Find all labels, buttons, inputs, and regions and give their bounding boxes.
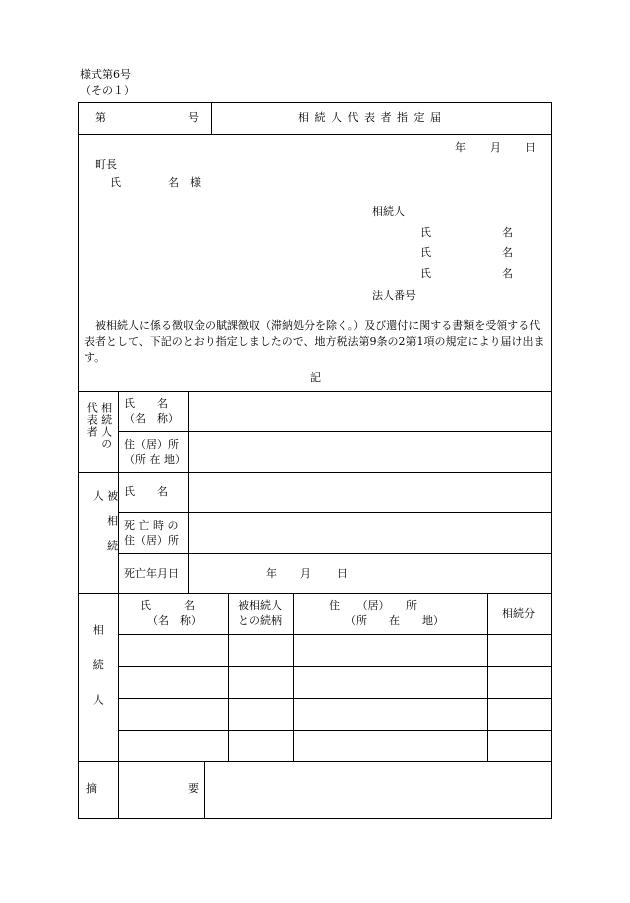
addressee-shi: 氏 bbox=[110, 176, 121, 189]
decedent-addr-label-1: 死 亡 時 の bbox=[124, 519, 179, 532]
col-name-header-2: （名 称） bbox=[147, 614, 202, 627]
remarks-label-left: 摘 bbox=[86, 782, 97, 795]
applicant-1-shi: 氏 bbox=[420, 226, 431, 239]
title-row-bottom-line bbox=[78, 134, 552, 135]
death-date-month: 月 bbox=[300, 567, 311, 580]
heirs-table-top-line bbox=[78, 593, 552, 594]
col-share-header: 相続分 bbox=[502, 607, 535, 620]
remarks-top-line bbox=[78, 761, 552, 762]
applicant-label: 相続人 bbox=[372, 205, 405, 218]
death-date-day: 日 bbox=[337, 567, 348, 580]
heirs-row-line-3 bbox=[118, 730, 552, 731]
remarks-label-right: 要 bbox=[188, 782, 199, 795]
applicant-2-shi: 氏 bbox=[420, 246, 431, 259]
corporate-number-label: 法人番号 bbox=[372, 289, 416, 302]
number-prefix: 第 bbox=[95, 111, 106, 124]
remarks-divider bbox=[204, 761, 205, 818]
col-name-header-1: 氏 名 bbox=[140, 599, 195, 612]
label-column-line bbox=[188, 391, 189, 593]
applicant-1-mei: 名 bbox=[502, 226, 513, 239]
form-sub-number: （その１） bbox=[80, 84, 135, 97]
decedent-name-label: 氏 名 bbox=[124, 485, 168, 498]
decedent-row-line-1 bbox=[118, 512, 552, 513]
col-relation-header-1: 被相続人 bbox=[238, 599, 282, 612]
number-suffix: 号 bbox=[188, 111, 199, 124]
decedent-row-line-2 bbox=[118, 553, 552, 554]
rep-name-label-1: 氏 名 bbox=[124, 397, 168, 410]
rep-addr-label-2: （所 在 地） bbox=[124, 453, 186, 466]
representative-top-line bbox=[78, 391, 552, 392]
heirs-header-bottom-line bbox=[118, 634, 552, 635]
decedent-addr-label-2: 住（居）所 bbox=[124, 534, 179, 547]
representative-side-label: 相続人の代表者 bbox=[85, 402, 113, 450]
date-year: 年 bbox=[455, 141, 466, 154]
heirs-row-line-2 bbox=[118, 698, 552, 699]
decedent-side-label: 被相続人 bbox=[91, 490, 119, 565]
addressee-mei: 名 bbox=[168, 176, 179, 189]
col-relation-header-2: との続柄 bbox=[238, 614, 282, 627]
addressee-town: 町長 bbox=[95, 158, 117, 171]
death-date-year: 年 bbox=[266, 567, 277, 580]
date-month: 月 bbox=[490, 141, 501, 154]
rep-addr-label-1: 住（居）所 bbox=[124, 438, 179, 451]
addressee-sama: 様 bbox=[190, 176, 201, 189]
ki-label: 記 bbox=[310, 371, 321, 384]
heirs-col-line-3 bbox=[487, 593, 488, 761]
col-address-header-1: 住 （居） 所 bbox=[329, 599, 417, 612]
applicant-2-mei: 名 bbox=[502, 246, 513, 259]
rep-name-label-2: （名 称） bbox=[124, 412, 179, 425]
col-address-header-2: （所 在 地） bbox=[345, 614, 444, 627]
date-day: 日 bbox=[525, 141, 536, 154]
form-number: 様式第6号 bbox=[80, 68, 131, 81]
decedent-top-line bbox=[78, 472, 552, 473]
document-title: 相 続 人 代 表 者 指 定 届 bbox=[298, 111, 442, 124]
declaration-text: 被相続人に係る徴収金の賦課徴収（滞納処分を除く。）及び還付に関する書類を受領する代表者として、下記のとおり指定しましたので、地方税法第9条の2第1項の規定により届け出ます。 bbox=[84, 319, 545, 364]
applicant-3-shi: 氏 bbox=[420, 267, 431, 280]
applicant-3-mei: 名 bbox=[502, 267, 513, 280]
title-divider bbox=[211, 102, 212, 134]
heirs-row-line-1 bbox=[118, 666, 552, 667]
heirs-side-label: 相続人 bbox=[91, 624, 105, 729]
left-column-line bbox=[118, 391, 119, 818]
rep-row-line bbox=[118, 431, 552, 432]
heirs-col-line-1 bbox=[228, 593, 229, 761]
heirs-col-line-2 bbox=[293, 593, 294, 761]
death-date-label: 死亡年月日 bbox=[124, 567, 179, 580]
